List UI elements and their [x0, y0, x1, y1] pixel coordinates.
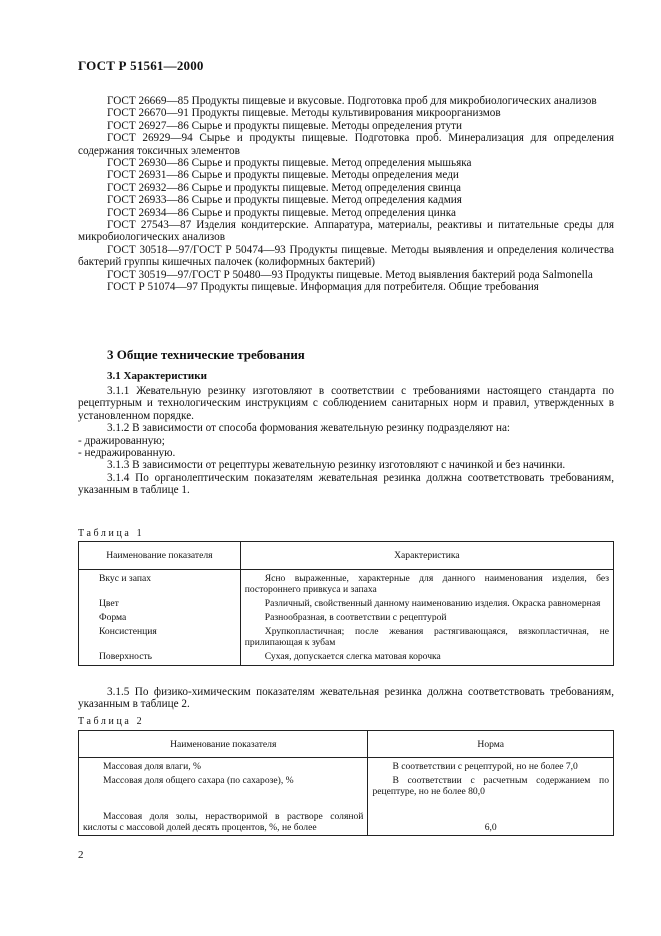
reference-item: ГОСТ 30518—97/ГОСТ Р 50474—93 Продукты пищевые. Методы выявления и определения количества бактерий группы кишечных палочек (колиформных бактерий): [78, 243, 614, 269]
table-2: [78, 730, 614, 836]
reference-item: ГОСТ 27543—87 Изделия кондитерские. Аппаратура, материалы, реактивы и питательные среды для микробиологических анализов: [78, 219, 614, 244]
reference-item: ГОСТ 26929—94 Сырье и продукты пищевые. Подготовка проб. Минерализация для определения содержания токсичных элементов: [78, 132, 614, 157]
table-cell: Разнообразная, в соответствии с рецептурой: [240, 609, 613, 623]
list-item: - дражированную;: [78, 434, 165, 447]
table-cell: Различный, свойственный данному наименованию изделия. Окраска равномерная: [240, 595, 613, 609]
paragraph-3-1-3: 3.1.3 В зависимости от рецептуры жевательную резинку изготовляют с начинкой и без начинки.: [107, 459, 566, 472]
table-cell: Ясно выраженные, характерные для данного наименования изделия, без постороннего привкуса и запаха: [240, 570, 613, 596]
table-row: [79, 609, 614, 623]
table-cell: В соответствии с рецептурой, но не более 7,0: [368, 758, 614, 773]
reference-item: ГОСТ 26933—86 Сырье и продукты пищевые. Метод определения кадмия: [107, 194, 462, 207]
section-3-1-5-text: [78, 686, 614, 711]
section-title: 3 Общие технические требования: [107, 347, 305, 362]
table-cell: Цвет: [79, 595, 241, 609]
table-row: [79, 648, 614, 666]
table-cell: Форма: [79, 609, 241, 623]
paragraph-3-1-4: 3.1.4 По органолептическим показателям жевательная резинка должна соответствовать требованиям, указанным в таблице 1.: [78, 471, 614, 497]
reference-item: ГОСТ 26932—86 Сырье и продукты пищевые. Метод определения свинца: [107, 181, 461, 194]
section-3-1-text: [78, 385, 614, 497]
table-cell: Массовая доля влаги, %: [79, 758, 368, 773]
reference-item: ГОСТ 26934—86 Сырье и продукты пищевые. Метод определения цинка: [107, 206, 456, 219]
table-2-caption: Таблица 2: [78, 716, 145, 727]
reference-item: ГОСТ 26670—91 Продукты пищевые. Методы культивирования микроорганизмов: [107, 107, 501, 120]
table-row: [79, 758, 614, 773]
table-header-cell: Характеристика: [240, 542, 613, 570]
reference-item: ГОСТ Р 51074—97 Продукты пищевые. Информация для потребителя. Общие требования: [107, 281, 539, 294]
reference-item: ГОСТ 26930—86 Сырье и продукты пищевые. Метод определения мышьяка: [107, 157, 472, 170]
table-cell: Хрупкопластичная; после жевания растягивающаяся, вязкопластичная, не прилипающая к зубам: [240, 623, 613, 648]
page-number: 2: [78, 849, 84, 861]
subsection-title: 3.1 Характеристики: [107, 370, 207, 382]
table-row: [79, 772, 614, 797]
paragraph-3-1-2: 3.1.2 В зависимости от способа формования жевательную резинку подразделяют на:: [107, 422, 511, 435]
reference-item: ГОСТ 26931—86 Сырье и продукты пищевые. Методы определения меди: [107, 169, 459, 182]
table-row: [79, 570, 614, 596]
table-cell: Массовая доля общего сахара (по сахарозе), %: [79, 772, 368, 797]
table-header-cell: Наименование показателя: [79, 731, 368, 758]
table-cell: 6,0: [368, 797, 614, 836]
table-row: [79, 797, 614, 836]
table-1-caption: Таблица 1: [78, 528, 145, 539]
list-item: - недражированную.: [78, 447, 176, 460]
table-row: [79, 623, 614, 648]
table-cell: Консистенция: [79, 623, 241, 648]
table-cell: Массовая доля золы, нерастворимой в растворе соляной кислоты с массовой долей десять процентов, %, не более: [79, 797, 368, 836]
table-header-cell: Наименование показателя: [79, 542, 241, 570]
table-cell: Поверхность: [79, 648, 241, 666]
references-list: [78, 95, 614, 294]
table-cell: В соответствии с расчетным содержанием по рецептуре, но не более 80,0: [368, 772, 614, 797]
reference-item: ГОСТ 26669—85 Продукты пищевые и вкусовые. Подготовка проб для микробиологических анализов: [107, 95, 597, 107]
paragraph-3-1-1: 3.1.1 Жевательную резинку изготовляют в соответствии с требованиями настоящего стандарта по рецептурным и технологическим инструкциям с соблюдением санитарных норм и правил, утвержденных в установленном порядке.: [78, 385, 614, 422]
document-header: ГОСТ Р 51561—2000: [78, 58, 204, 73]
paragraph-3-1-5: 3.1.5 По физико-химическим показателям жевательная резинка должна соответствовать требованиям, указанным в таблице 2.: [78, 686, 614, 711]
reference-item: ГОСТ 30519—97/ГОСТ Р 50480—93 Продукты пищевые. Метод выявления бактерий рода Salmonella: [107, 268, 593, 281]
table-cell: Вкус и запах: [79, 570, 241, 596]
table-row: [79, 595, 614, 609]
table-header-cell: Норма: [368, 731, 614, 758]
table-1: [78, 541, 614, 666]
table-cell: Сухая, допускается слегка матовая корочка: [240, 648, 613, 666]
reference-item: ГОСТ 26927—86 Сырье и продукты пищевые. Методы определения ртути: [107, 119, 462, 132]
